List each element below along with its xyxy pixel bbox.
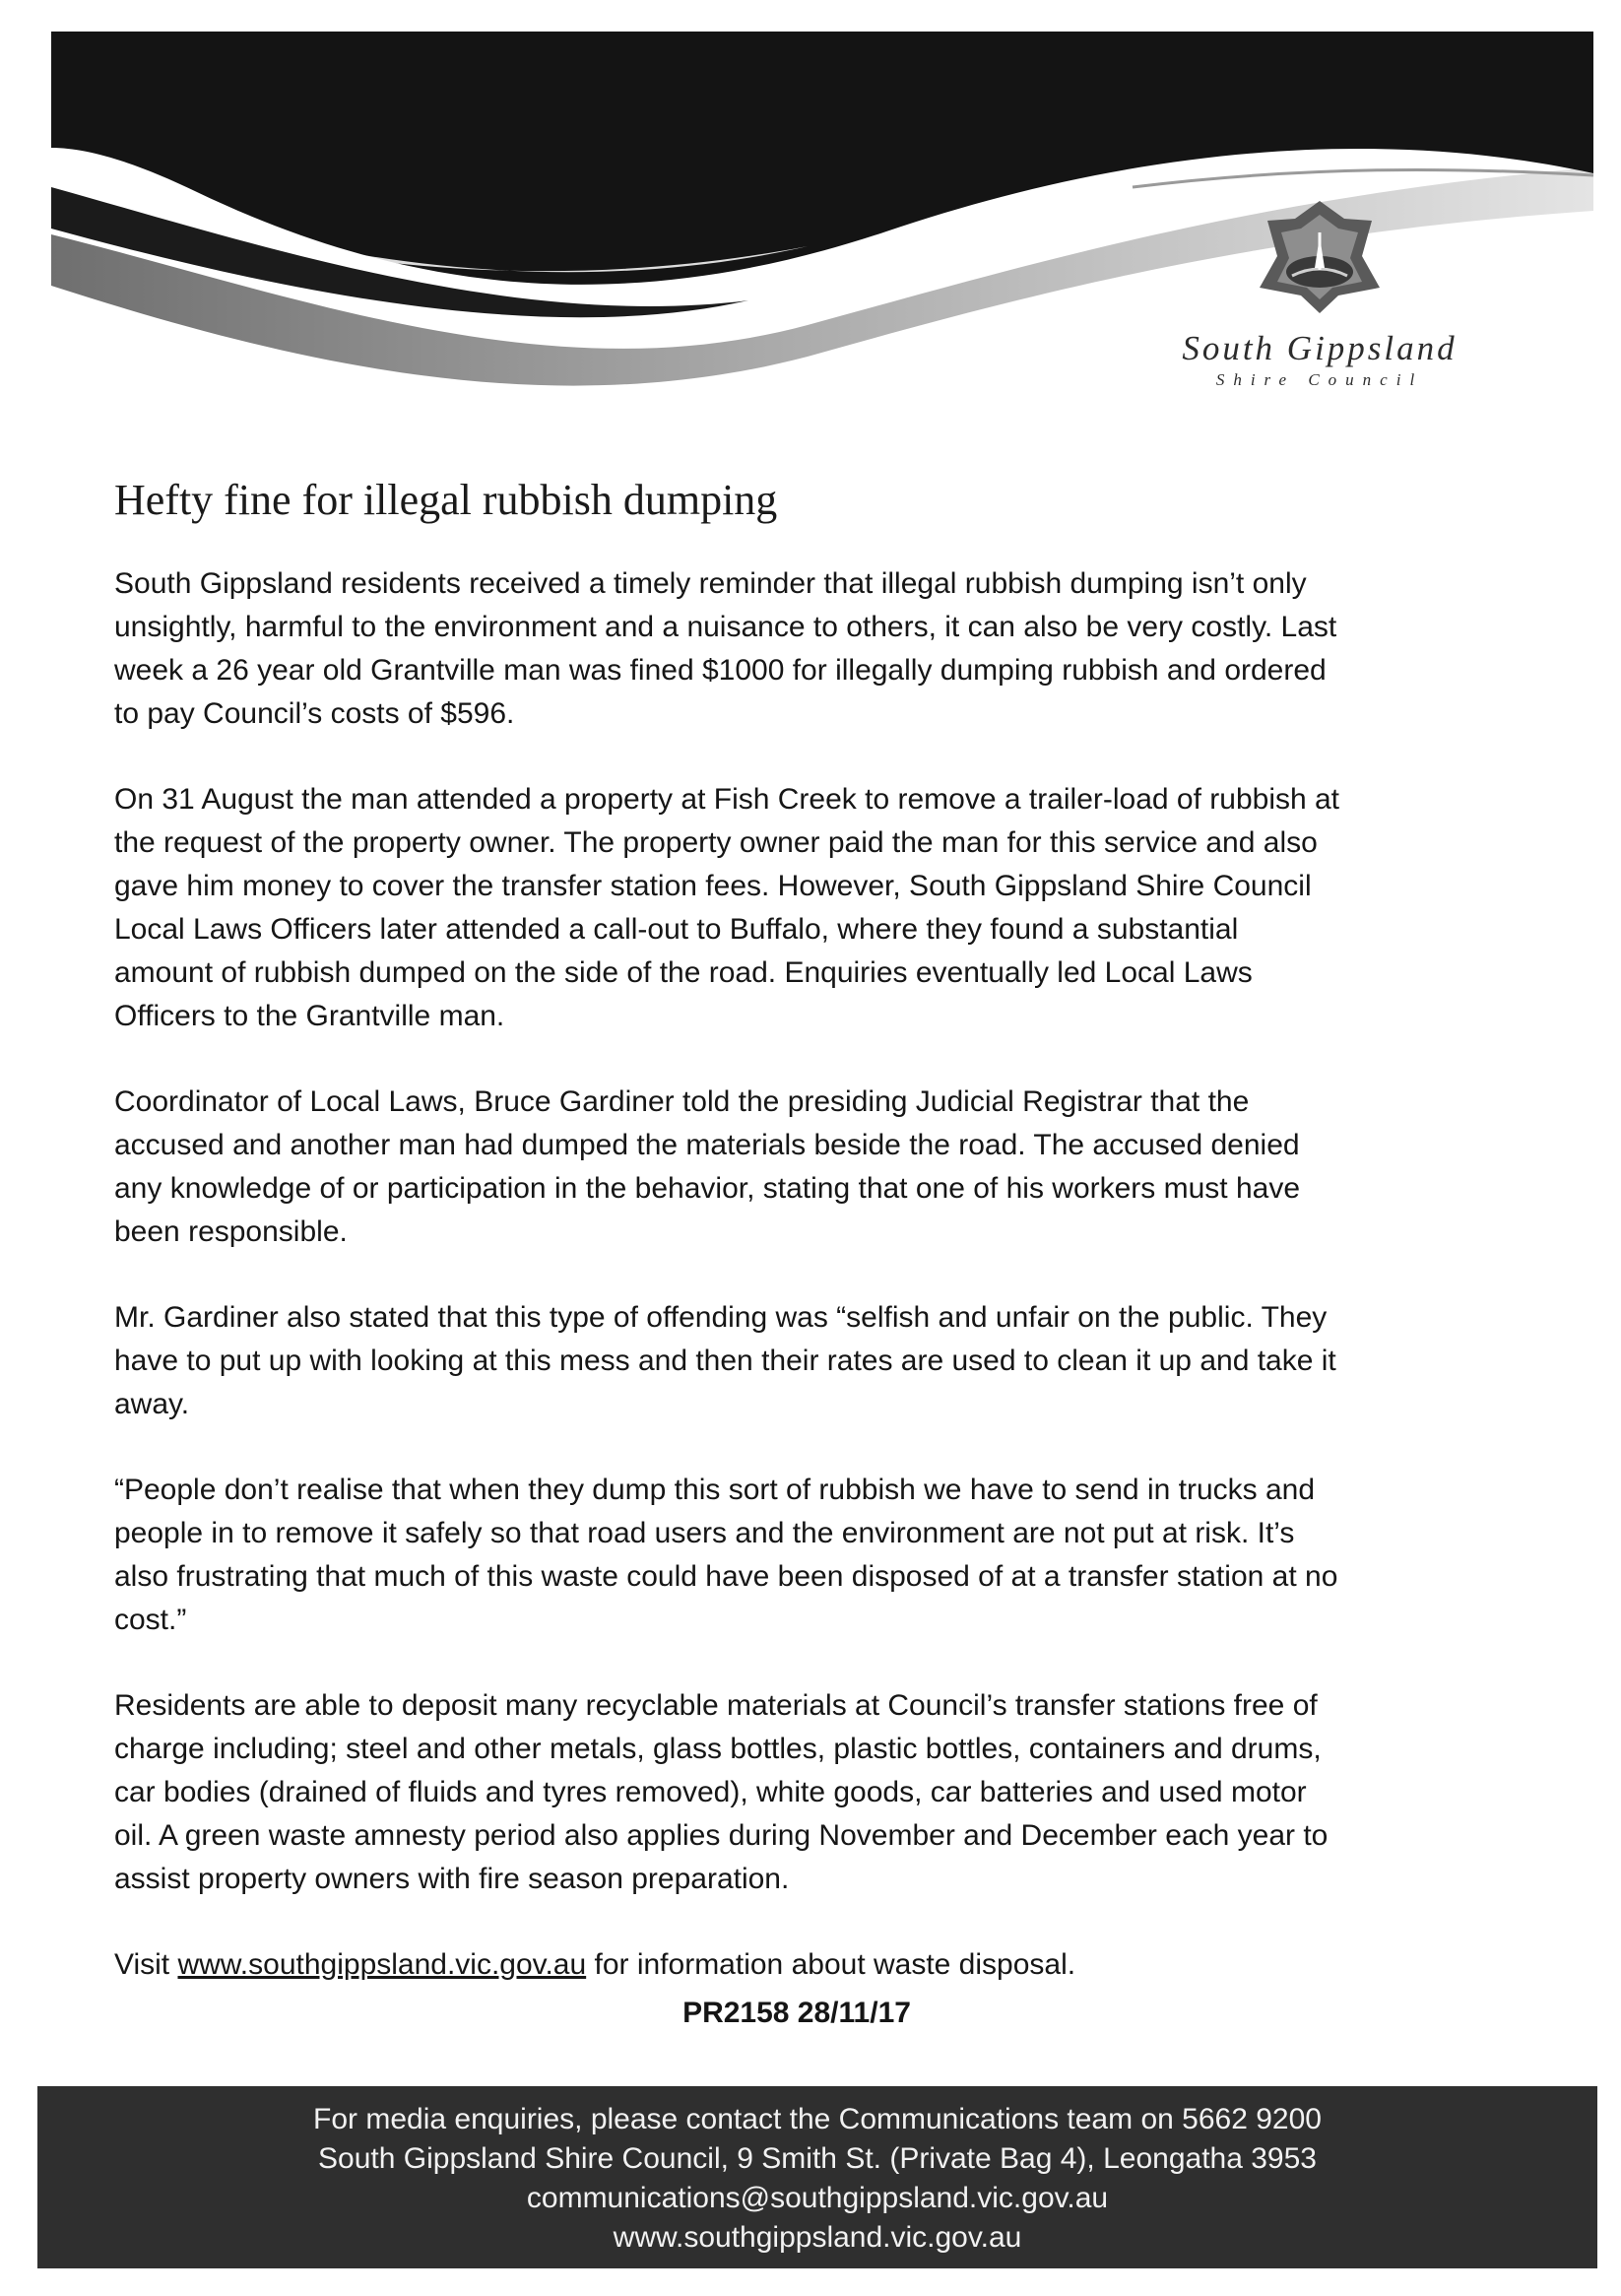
visit-suffix: for information about waste disposal. — [586, 1948, 1076, 1981]
org-subtitle: Shire Council — [1215, 370, 1424, 389]
org-name: South Gippsland — [1182, 329, 1458, 367]
paragraph-3: Coordinator of Local Laws, Bruce Gardiner told the presiding Judicial Registrar that the accused and another man had dumped the materials beside the road. The accused denied any knowledge of or participation in the behavior, stating that one of his workers must have been responsible. — [114, 1085, 1301, 1248]
article-body — [114, 562, 1503, 2029]
paragraph-2: On 31 August the man attended a property at Fish Creek to remove a trailer-load of rubbish at the request of the property owner. The property owner paid the man for this service and also gave him money to cover the transfer station fees. However, South Gippsland Shire Council Local Laws Officers later attended a call-out to Buffalo, where they found a substantial amount of rubbish dumped on the side of the road. Enquiries eventually led Local Laws Officers to the Grantville man. — [114, 783, 1340, 1032]
footer-text — [37, 2100, 1597, 2258]
press-release-reference: PR2158 28/11/17 — [682, 1997, 911, 2029]
council-crest-icon — [1256, 197, 1384, 315]
footer-website[interactable]: www.southgippsland.vic.gov.au — [613, 2221, 1022, 2254]
paragraph-1: South Gippsland residents received a timely reminder that illegal rubbish dumping isn’t only unsightly, harmful to the environment and a nuisance to others, it can also be very costly. Last week a 26 year old Grantville man was fined $1000 for illegally dumping rubbish and ordered to pay Council’s costs of $596. — [114, 567, 1337, 730]
visit-line — [114, 1943, 1503, 1987]
paragraph-6: Residents are able to deposit many recyclable materials at Council’s transfer stations free of charge including; steel and other metals, glass bottles, plastic bottles, containers and drums, car bodies (drained of fluids and tyres removed), white goods, car batteries and used motor oil. A green waste amnesty period also applies during November and December each year to assist property owners with fire season preparation. — [114, 1689, 1329, 1895]
article-headline: Hefty fine for illegal rubbish dumping — [114, 476, 778, 524]
footer-media-enquiries: For media enquiries, please contact the Communications team on 5662 9200 — [313, 2103, 1322, 2135]
footer-email[interactable]: communications@southgippsland.vic.gov.au — [526, 2182, 1109, 2214]
paragraph-5: “People don’t realise that when they dump this sort of rubbish we have to send in trucks and people in to remove it safely so that road users and the environment are not put at risk. It’s also frustrating that much of this waste could have been disposed of at a transfer station at no cost.” — [114, 1474, 1338, 1636]
visit-prefix: Visit — [114, 1948, 178, 1981]
footer-address: South Gippsland Shire Council, 9 Smith St. (Private Bag 4), Leongatha 3953 — [318, 2142, 1317, 2175]
council-logo — [1142, 197, 1497, 414]
website-link[interactable]: www.southgippsland.vic.gov.au — [177, 1948, 587, 1981]
footer-contact-bar — [37, 2086, 1597, 2268]
paragraph-4: Mr. Gardiner also stated that this type of offending was “selfish and unfair on the public. They have to put up with looking at this mess and then their rates are used to clean it up and take it away. — [114, 1301, 1336, 1420]
